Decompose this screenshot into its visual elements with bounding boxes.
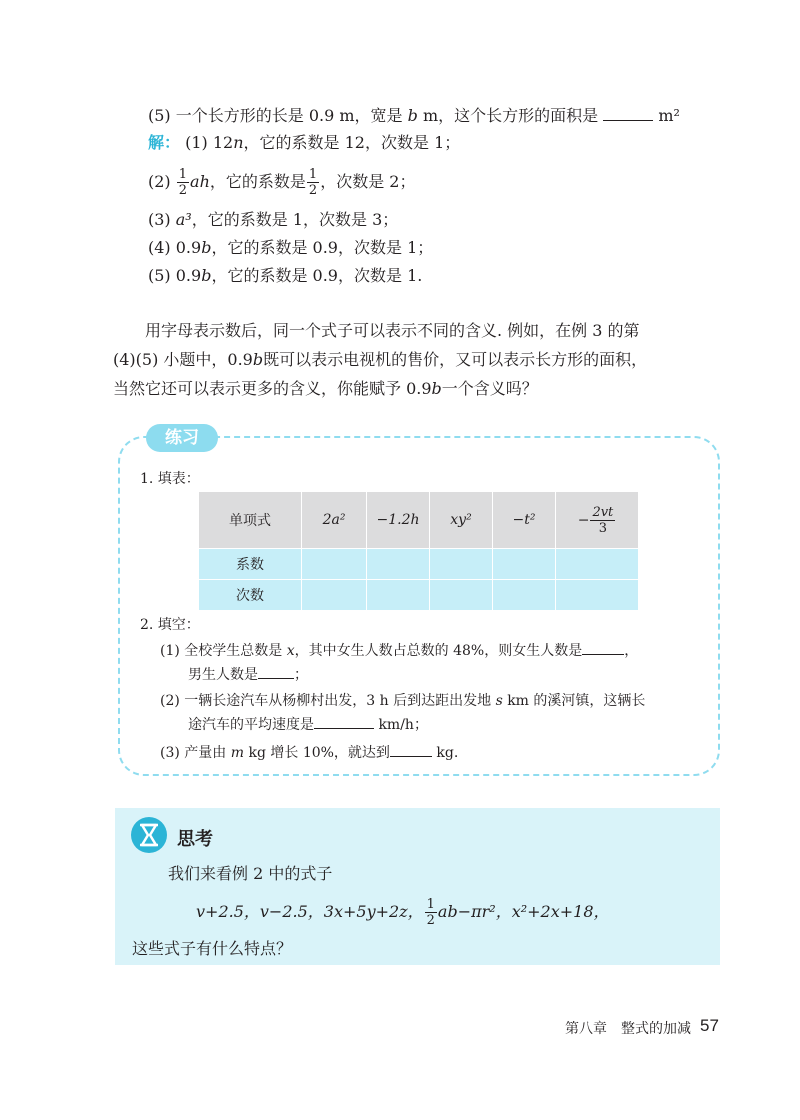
practice-tag: 练习 <box>146 424 218 452</box>
think-expression <box>196 894 610 930</box>
s3-text-2: ，它的系数是 1，次数是 3； <box>191 210 399 229</box>
practice-q2: 2. 填空： <box>140 617 200 633</box>
para-line-2 <box>113 345 713 374</box>
p2-text-2: km 的溪河镇，这辆长 <box>507 693 646 709</box>
p1-text-5: ； <box>294 667 308 683</box>
s5-var: b <box>201 266 212 285</box>
table-row-label: 系数 <box>199 549 302 580</box>
p1-text-2: ，其中女生人数占总数的 48%，则女生人数是 <box>294 643 583 659</box>
practice-item-2-cont <box>188 714 428 736</box>
frac-num: 2vt <box>592 504 614 520</box>
practice-q1: 1. 填表： <box>140 471 200 487</box>
frac-num: 1 <box>178 167 188 182</box>
s5-text: (5) 0.9 <box>148 266 202 285</box>
header-expr: xy² <box>450 512 472 528</box>
table-header-cell: 单项式 <box>199 492 302 549</box>
frac-den: 3 <box>598 520 607 536</box>
s4-text-2: ，它的系数是 0.9，次数是 1； <box>211 238 434 257</box>
table-row <box>199 580 639 611</box>
p2-var: s <box>495 693 503 709</box>
p3-text: (3) 产量由 <box>160 745 227 761</box>
para-text-4: 一个含义吗？ <box>441 379 538 398</box>
table-header-cell <box>302 492 367 549</box>
chapter-title: 第八章 整式的加减 <box>565 1021 691 1037</box>
s2-text-3: ，次数是 2； <box>320 172 416 191</box>
think-title: 思考 <box>177 829 213 850</box>
frac-num: 1 <box>426 897 435 912</box>
s4-var: b <box>201 238 212 257</box>
answer-cell[interactable] <box>493 580 556 611</box>
question-5-line <box>148 104 680 128</box>
answer-cell[interactable] <box>430 549 493 580</box>
fraction-2vt-3 <box>590 505 615 536</box>
practice-item-1 <box>160 640 638 662</box>
p1-text: (1) 全校学生总数是 <box>160 643 283 659</box>
page-number: 57 <box>700 1016 719 1035</box>
p2-text-3: 途汽车的平均速度是 <box>188 717 314 733</box>
solution-1-line <box>148 131 460 155</box>
solution-3-line <box>148 208 398 232</box>
answer-cell[interactable] <box>367 580 430 611</box>
p1-text-4: 男生人数是 <box>188 667 258 683</box>
s1-var: n <box>233 133 244 152</box>
para-text-2: 既可以表示电视机的售价，又可以表示长方形的面积， <box>263 350 648 369</box>
q5-var: b <box>407 106 418 125</box>
answer-blank <box>603 106 653 121</box>
answer-blank <box>258 664 294 679</box>
s1-text: (1) 12 <box>185 133 234 152</box>
p3-text-3: kg. <box>436 745 459 761</box>
fraction-one-half <box>425 897 437 928</box>
p3-text-2: kg 增长 10%，就达到 <box>248 745 390 761</box>
answer-cell[interactable] <box>556 580 639 611</box>
s5-text-2: ，它的系数是 0.9，次数是 1. <box>211 266 423 285</box>
para-line-3 <box>113 374 713 403</box>
p1-var: x <box>286 643 295 659</box>
table-header-cell <box>493 492 556 549</box>
answer-cell[interactable] <box>556 549 639 580</box>
fill-table <box>198 491 639 611</box>
think-expr-a: v+2.5，v−2.5，3x+5y+2z， <box>196 902 424 921</box>
think-expr-b: ab−πr²，x²+2x+18， <box>437 902 610 921</box>
table-header-cell <box>367 492 430 549</box>
para-text-3: 当然它还可以表示更多的含义，你能赋予 0.9 <box>113 379 432 398</box>
table-header-row <box>199 492 639 549</box>
table-row <box>199 549 639 580</box>
q5-unit: m² <box>658 106 680 125</box>
s2-var: ah <box>190 172 210 191</box>
table-header-cell <box>556 492 639 549</box>
p1-text-3: ， <box>624 643 639 659</box>
s1-text-2: ，它的系数是 12，次数是 1； <box>243 133 461 152</box>
p2-text-4: km/h； <box>378 717 428 733</box>
answer-cell[interactable] <box>493 549 556 580</box>
answer-blank <box>314 714 374 729</box>
para-var: b <box>252 350 264 369</box>
p2-text: (2) 一辆长途汽车从杨柳村出发，3 h 后到达距出发地 <box>160 693 492 709</box>
answer-cell[interactable] <box>302 580 367 611</box>
p3-var: m <box>230 745 245 761</box>
practice-item-1-cont <box>188 664 308 686</box>
solution-label: 解： <box>148 133 181 152</box>
para-line-1: 用字母表示数后，同一个式子可以表示不同的含义. 例如，在例 3 的第 <box>145 321 640 340</box>
answer-cell[interactable] <box>302 549 367 580</box>
answer-blank <box>390 742 432 757</box>
frac-num: 1 <box>308 167 318 182</box>
solution-2-line <box>148 166 415 198</box>
para-var-2: b <box>431 379 442 398</box>
answer-cell[interactable] <box>367 549 430 580</box>
hourglass-icon <box>131 817 167 853</box>
frac-prefix: − <box>577 512 590 528</box>
header-expr: 2a² <box>322 512 346 528</box>
table-row-label: 次数 <box>199 580 302 611</box>
q5-text-2: m，这个长方形的面积是 <box>422 106 599 125</box>
practice-item-3 <box>160 742 458 764</box>
header-expr: −1.2h <box>376 512 420 528</box>
solution-4-line <box>148 236 433 260</box>
frac-den: 2 <box>426 913 435 928</box>
fraction-one-half <box>307 167 319 198</box>
answer-blank <box>582 640 624 655</box>
think-line-3: 这些式子有什么特点？ <box>132 939 293 958</box>
para-text: (4)(5) 小题中，0.9 <box>113 350 253 369</box>
s2-text: (2) <box>148 172 171 191</box>
answer-cell[interactable] <box>430 580 493 611</box>
frac-den: 2 <box>178 183 188 198</box>
s3-var: a³ <box>175 210 192 229</box>
frac-den: 2 <box>308 183 318 198</box>
explanation-paragraph <box>113 316 713 403</box>
practice-item-2 <box>160 690 645 712</box>
s3-text: (3) <box>148 210 171 229</box>
solution-5-line <box>148 264 422 288</box>
fraction-one-half <box>177 167 189 198</box>
s2-text-2: ，它的系数是 <box>209 172 306 191</box>
table-header-cell <box>430 492 493 549</box>
q5-text: (5) 一个长方形的长是 0.9 m，宽是 <box>148 106 403 125</box>
s4-text: (4) 0.9 <box>148 238 202 257</box>
header-expr: −t² <box>512 512 536 528</box>
think-line-1: 我们来看例 2 中的式子 <box>168 864 333 883</box>
